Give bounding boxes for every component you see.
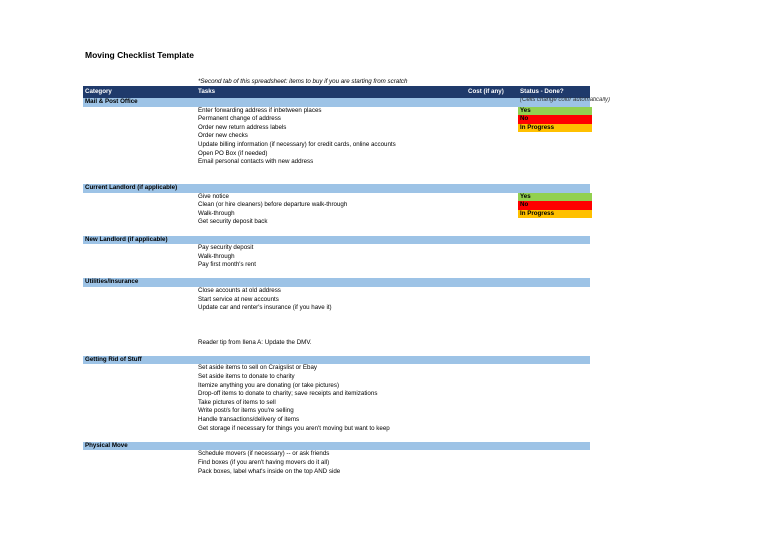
task-row[interactable] — [83, 459, 590, 468]
status-cell[interactable] — [518, 321, 592, 330]
header-cost: Cost (if any) — [468, 88, 504, 95]
status-cell[interactable] — [518, 132, 592, 141]
spacer-row — [83, 433, 590, 442]
task-text: Take pictures of items to sell — [198, 398, 276, 406]
header-category: Category — [85, 88, 112, 95]
section-row — [83, 442, 590, 451]
status-cell[interactable]: In Progress — [518, 210, 592, 219]
page-title: Moving Checklist Template — [85, 50, 194, 60]
second-tab-note: *Second tab of this spreadsheet: items to buy if you are starting from scratch — [198, 78, 408, 85]
status-cell[interactable] — [518, 364, 592, 373]
header-row — [83, 86, 590, 98]
section-row — [83, 236, 590, 245]
task-row[interactable] — [83, 158, 590, 167]
task-row[interactable] — [83, 124, 590, 133]
task-row[interactable] — [83, 450, 590, 459]
task-text: Order new return address labels — [198, 123, 287, 131]
task-text: Itemize anything you are donating (or take pictures) — [198, 381, 340, 389]
task-row[interactable] — [83, 468, 590, 477]
status-cell[interactable] — [518, 253, 592, 262]
status-cell[interactable] — [518, 382, 592, 391]
status-cell[interactable] — [518, 339, 592, 348]
section-row — [83, 97, 611, 107]
task-row[interactable] — [83, 296, 590, 305]
status-cell[interactable]: Yes — [518, 193, 592, 202]
task-row[interactable] — [83, 261, 590, 270]
status-cell[interactable] — [518, 244, 592, 253]
status-cell[interactable] — [518, 261, 592, 270]
task-text: Pay security deposit — [198, 244, 254, 252]
task-text: Close accounts at old address — [198, 287, 281, 295]
status-cell[interactable] — [518, 296, 592, 305]
task-row[interactable] — [83, 382, 590, 391]
task-text: Give notice — [198, 192, 229, 200]
task-text: Order new checks — [198, 132, 248, 140]
status-cell[interactable] — [518, 313, 592, 322]
task-row[interactable] — [83, 115, 590, 124]
section-name: New Landlord (if applicable) — [85, 235, 168, 243]
section-name: Physical Move — [85, 441, 128, 449]
header-status: Status - Done? — [520, 88, 564, 95]
task-text: Walk-through — [198, 209, 235, 217]
status-cell[interactable] — [518, 158, 592, 167]
task-row[interactable] — [83, 141, 590, 150]
header-tasks: Tasks — [198, 88, 216, 95]
status-cell[interactable] — [518, 287, 592, 296]
task-text: Pay first month's rent — [198, 261, 256, 269]
task-row[interactable] — [83, 321, 590, 330]
task-row[interactable] — [83, 150, 590, 159]
spacer-row — [83, 347, 590, 356]
task-text: Pack boxes, label what's inside on the top AND side — [198, 467, 341, 475]
task-text: Open PO Box (if needed) — [198, 149, 268, 157]
spacer-row — [83, 175, 590, 184]
task-row[interactable] — [83, 313, 590, 322]
section-row — [83, 278, 590, 287]
status-cell[interactable] — [518, 330, 592, 339]
task-text: Schedule movers (if necessary) -- or ask friends — [198, 450, 330, 458]
section-name: Utilities/Insurance — [85, 278, 139, 286]
task-row[interactable] — [83, 330, 590, 339]
task-text: Start service at new accounts — [198, 295, 279, 303]
task-row[interactable] — [83, 287, 590, 296]
table-body — [83, 97, 611, 476]
status-cell[interactable] — [518, 425, 592, 434]
task-text: Get storage if necessary for things you aren't moving but want to keep — [198, 424, 390, 432]
task-text: Clean (or hire cleaners) before departure walk-through — [198, 201, 348, 209]
status-cell[interactable] — [518, 304, 592, 313]
status-cell[interactable]: In Progress — [518, 124, 592, 133]
status-cell[interactable] — [518, 416, 592, 425]
task-text: Find boxes (if you aren't having movers do it all) — [198, 458, 330, 466]
task-text: Permanent change of address — [198, 115, 281, 123]
task-row[interactable] — [83, 399, 590, 408]
status-cell[interactable]: No — [518, 115, 592, 124]
task-row[interactable] — [83, 416, 590, 425]
task-text: Update billing information (if necessary) for credit cards, online accounts — [198, 140, 396, 148]
status-cell[interactable] — [518, 459, 592, 468]
task-row[interactable] — [83, 390, 590, 399]
task-row[interactable] — [83, 193, 590, 202]
task-row[interactable] — [83, 425, 590, 434]
task-text: Handle transactions/delivery of items — [198, 415, 300, 423]
task-text: Walk-through — [198, 252, 235, 260]
task-text: Enter forwarding address if inbetween places — [198, 106, 322, 114]
status-cell[interactable] — [518, 373, 592, 382]
section-row — [83, 356, 590, 365]
task-row[interactable] — [83, 218, 590, 227]
task-text: Drop-off items to donate to charity; save receipts and itemizations — [198, 390, 378, 398]
spacer-row — [83, 227, 590, 236]
task-row[interactable] — [83, 107, 590, 116]
spacer-row — [83, 167, 590, 176]
status-cell[interactable]: No — [518, 201, 592, 210]
task-row[interactable] — [83, 244, 590, 253]
status-cell[interactable] — [518, 468, 592, 477]
status-cell[interactable] — [518, 390, 592, 399]
checklist-table — [83, 86, 611, 476]
spacer-row — [83, 270, 590, 279]
task-row[interactable] — [83, 210, 590, 219]
task-row[interactable] — [83, 407, 590, 416]
section-name: Current Landlord (if applicable) — [85, 183, 178, 191]
status-cell[interactable] — [518, 407, 592, 416]
section-name: Getting Rid of Stuff — [85, 355, 142, 363]
task-text: Get security deposit back — [198, 218, 268, 226]
task-row[interactable] — [83, 364, 590, 373]
task-row[interactable] — [83, 373, 590, 382]
section-row — [83, 184, 590, 193]
status-cell[interactable] — [518, 218, 592, 227]
task-text: Reader tip from Ilena A: Update the DMV. — [198, 338, 312, 346]
status-cell[interactable] — [518, 450, 592, 459]
section-name: Mail & Post Office — [85, 98, 138, 105]
task-text: Set aside items to sell on Craigslist or Ebay — [198, 364, 317, 372]
status-cell[interactable] — [518, 150, 592, 159]
status-cell[interactable]: Yes — [518, 107, 592, 116]
task-row[interactable] — [83, 339, 590, 348]
task-row[interactable] — [83, 132, 590, 141]
task-row[interactable] — [83, 201, 590, 210]
status-note: (Cells change color automatically) — [520, 97, 611, 103]
task-text: Update car and renter's insurance (if you have it) — [198, 304, 332, 312]
task-text: Set aside items to donate to charity — [198, 373, 295, 380]
task-text: Write post/s for items you're selling — [198, 407, 294, 415]
task-row[interactable] — [83, 253, 590, 262]
status-cell[interactable] — [518, 141, 592, 150]
task-row[interactable] — [83, 304, 590, 313]
task-text: Email personal contacts with new address — [198, 158, 314, 166]
status-cell[interactable] — [518, 399, 592, 408]
